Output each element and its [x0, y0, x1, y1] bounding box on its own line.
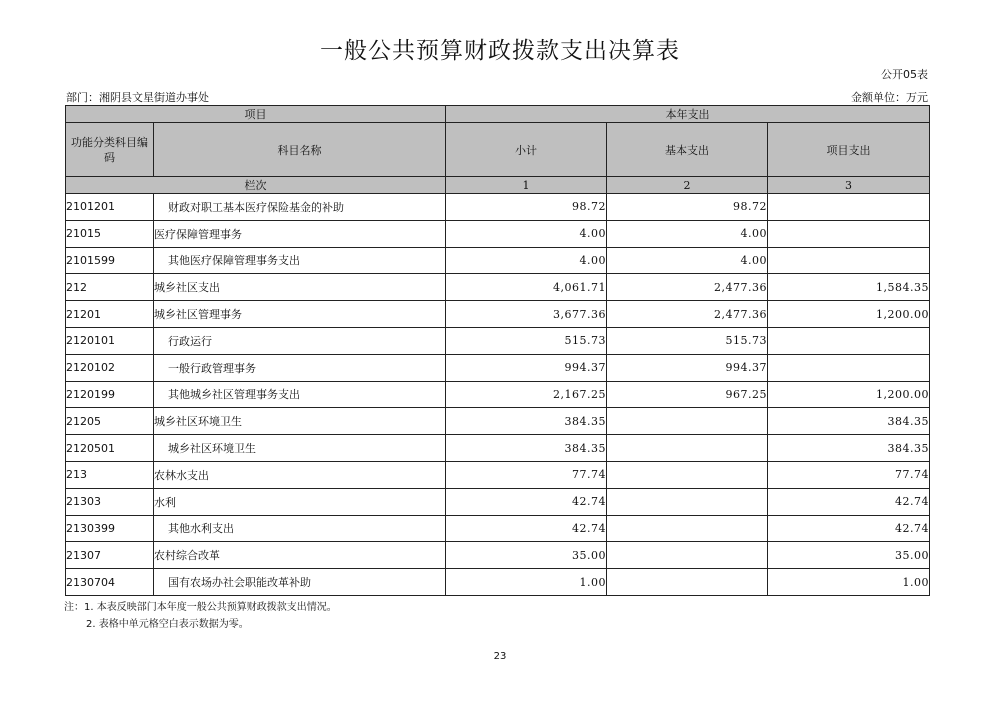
table-row — [66, 301, 930, 328]
table-row — [66, 461, 930, 488]
row-subtotal: 4.00 — [446, 220, 607, 247]
row-project: 35.00 — [768, 542, 930, 569]
department-label: 部门：湘阴县文星街道办事处 — [66, 91, 209, 104]
row-project: 384.35 — [768, 435, 930, 462]
row-code: 2130399 — [66, 515, 154, 542]
row-name: 农林水支出 — [154, 461, 446, 488]
row-project: 42.74 — [768, 515, 930, 542]
table-row — [66, 542, 930, 569]
header-col-1: 1 — [446, 177, 607, 194]
unit-label: 金额单位：万元 — [851, 91, 928, 104]
row-name: 水利 — [154, 488, 446, 515]
row-basic — [607, 542, 768, 569]
row-basic — [607, 569, 768, 596]
row-project — [768, 354, 930, 381]
row-project — [768, 220, 930, 247]
row-subtotal: 1.00 — [446, 569, 607, 596]
row-subtotal: 77.74 — [446, 461, 607, 488]
row-subtotal: 3,677.36 — [446, 301, 607, 328]
row-basic: 98.72 — [607, 194, 768, 221]
row-name: 城乡社区环境卫生 — [154, 435, 446, 462]
row-name: 医疗保障管理事务 — [154, 220, 446, 247]
form-code: 公开05表 — [881, 68, 928, 81]
note-line: 注：1. 本表反映部门本年度一般公共预算财政拨款支出情况。 — [64, 602, 337, 613]
row-project — [768, 327, 930, 354]
page-number: 23 — [493, 651, 507, 662]
row-subtotal: 42.74 — [446, 488, 607, 515]
header-subject-name: 科目名称 — [154, 123, 446, 177]
row-subtotal: 4,061.71 — [446, 274, 607, 301]
row-code: 21303 — [66, 488, 154, 515]
table-row — [66, 515, 930, 542]
row-code: 2101201 — [66, 194, 154, 221]
row-code: 2101599 — [66, 247, 154, 274]
table-row — [66, 381, 930, 408]
header-current-year: 本年支出 — [446, 106, 930, 123]
row-project: 384.35 — [768, 408, 930, 435]
row-subtotal: 98.72 — [446, 194, 607, 221]
row-subtotal: 35.00 — [446, 542, 607, 569]
table-row — [66, 220, 930, 247]
row-subtotal: 384.35 — [446, 408, 607, 435]
table-row — [66, 488, 930, 515]
row-code: 2130704 — [66, 569, 154, 596]
row-basic: 2,477.36 — [607, 274, 768, 301]
row-project — [768, 194, 930, 221]
table-header — [66, 106, 930, 194]
row-name: 一般行政管理事务 — [154, 354, 446, 381]
row-subtotal: 994.37 — [446, 354, 607, 381]
row-name: 城乡社区支出 — [154, 274, 446, 301]
row-project: 42.74 — [768, 488, 930, 515]
expenditure-table — [65, 105, 930, 596]
row-name: 行政运行 — [154, 327, 446, 354]
row-name: 国有农场办社会职能改革补助 — [154, 569, 446, 596]
row-project: 1,200.00 — [768, 381, 930, 408]
row-code: 21205 — [66, 408, 154, 435]
row-subtotal: 2,167.25 — [446, 381, 607, 408]
row-subtotal: 4.00 — [446, 247, 607, 274]
table-notes — [64, 599, 337, 633]
row-code: 213 — [66, 461, 154, 488]
row-subtotal: 384.35 — [446, 435, 607, 462]
row-basic: 4.00 — [607, 220, 768, 247]
row-basic — [607, 461, 768, 488]
table-row — [66, 354, 930, 381]
row-name: 城乡社区环境卫生 — [154, 408, 446, 435]
row-code: 2120102 — [66, 354, 154, 381]
row-basic — [607, 515, 768, 542]
table-row — [66, 408, 930, 435]
header-subtotal: 小计 — [446, 123, 607, 177]
row-code: 212 — [66, 274, 154, 301]
table-row — [66, 274, 930, 301]
header-column-index: 栏次 — [66, 177, 446, 194]
header-project: 项目支出 — [768, 123, 930, 177]
header-func-code: 功能分类科目编码 — [66, 123, 154, 177]
row-code: 2120501 — [66, 435, 154, 462]
row-project: 1,584.35 — [768, 274, 930, 301]
row-project — [768, 247, 930, 274]
header-col-2: 2 — [607, 177, 768, 194]
row-name: 其他城乡社区管理事务支出 — [154, 381, 446, 408]
row-basic: 994.37 — [607, 354, 768, 381]
row-basic — [607, 408, 768, 435]
row-code: 2120101 — [66, 327, 154, 354]
table-row — [66, 327, 930, 354]
table-row — [66, 435, 930, 462]
row-name: 其他水利支出 — [154, 515, 446, 542]
row-project: 1,200.00 — [768, 301, 930, 328]
row-project: 1.00 — [768, 569, 930, 596]
row-basic: 967.25 — [607, 381, 768, 408]
row-code: 21015 — [66, 220, 154, 247]
row-name: 农村综合改革 — [154, 542, 446, 569]
row-code: 21307 — [66, 542, 154, 569]
header-col-3: 3 — [768, 177, 930, 194]
row-subtotal: 42.74 — [446, 515, 607, 542]
row-name: 城乡社区管理事务 — [154, 301, 446, 328]
row-name: 财政对职工基本医疗保险基金的补助 — [154, 194, 446, 221]
row-basic: 2,477.36 — [607, 301, 768, 328]
table-row — [66, 247, 930, 274]
header-basic: 基本支出 — [607, 123, 768, 177]
header-item: 项目 — [66, 106, 446, 123]
page-title: 一般公共预算财政拨款支出决算表 — [320, 38, 680, 64]
row-code: 2120199 — [66, 381, 154, 408]
row-code: 21201 — [66, 301, 154, 328]
table-body — [66, 194, 930, 596]
row-basic — [607, 435, 768, 462]
row-project: 77.74 — [768, 461, 930, 488]
note-line: 2. 表格中单元格空白表示数据为零。 — [86, 619, 249, 630]
row-basic: 4.00 — [607, 247, 768, 274]
row-subtotal: 515.73 — [446, 327, 607, 354]
row-name: 其他医疗保障管理事务支出 — [154, 247, 446, 274]
row-basic — [607, 488, 768, 515]
table-row — [66, 194, 930, 221]
row-basic: 515.73 — [607, 327, 768, 354]
table-row — [66, 569, 930, 596]
